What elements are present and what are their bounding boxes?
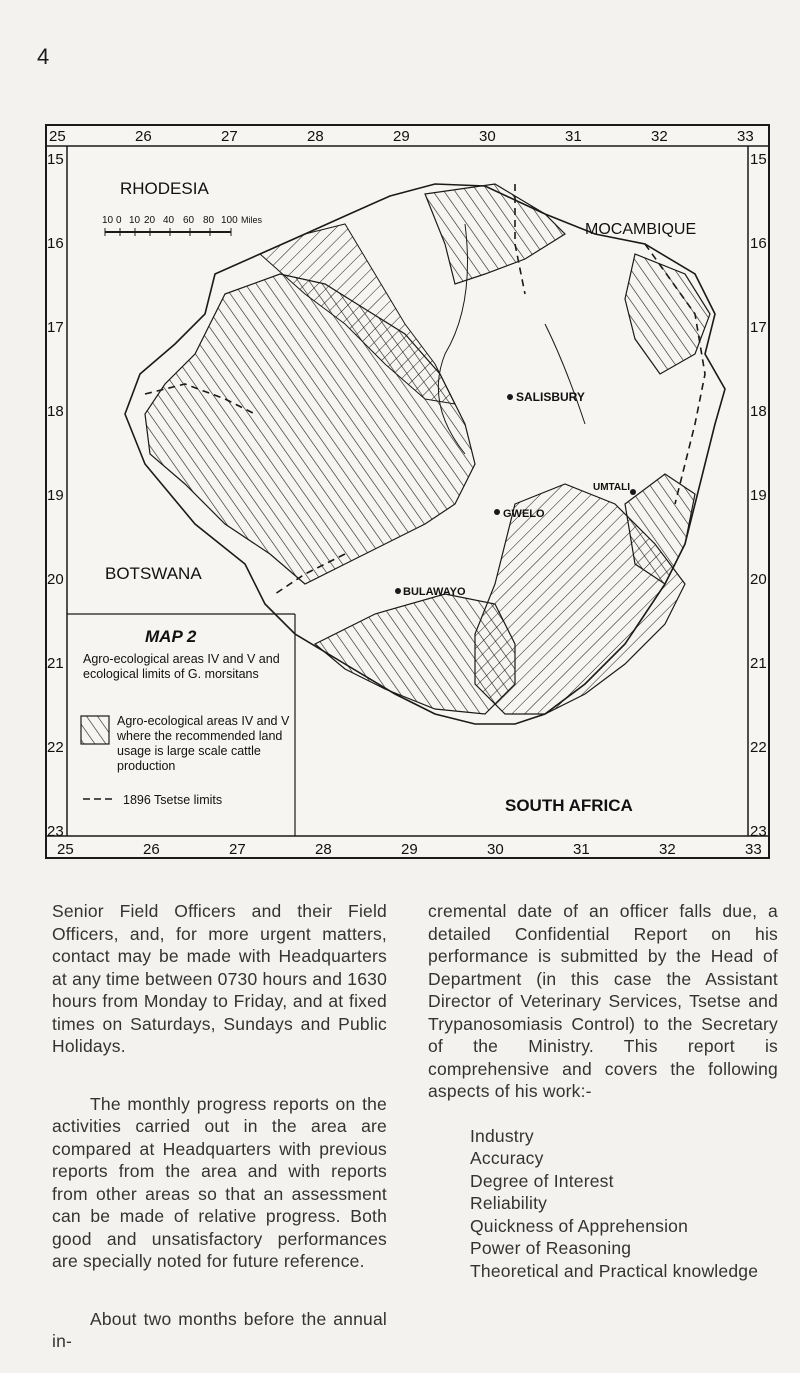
grid-label: 28 bbox=[315, 841, 332, 858]
grid-label: 15 bbox=[750, 151, 767, 168]
legend-title: MAP 2 bbox=[145, 627, 197, 646]
grid-label: 23 bbox=[47, 823, 64, 840]
grid-label: 15 bbox=[47, 151, 64, 168]
list-item: Accuracy bbox=[470, 1148, 544, 1168]
list-item: Theoretical and Practical knowledge bbox=[470, 1260, 759, 1281]
page-number: 4 bbox=[37, 44, 50, 69]
grid-label: 25 bbox=[57, 841, 74, 858]
list-item: Industry bbox=[470, 1125, 534, 1146]
grid-label: 32 bbox=[651, 128, 668, 145]
aspects-list bbox=[470, 1125, 778, 1283]
list-item: Quickness of Apprehension bbox=[470, 1215, 689, 1236]
scale-tick-label: 40 bbox=[163, 215, 175, 226]
grid-label: 22 bbox=[47, 739, 64, 756]
left-paragraph-2: The monthly progress reports on the activities carried out in the area are compared at Headquarters with previous reports from the area and with reports from other areas so that an assessment can be made of relative progress. Both good and unsatisfactory performances are specially noted for future reference. bbox=[52, 1093, 387, 1271]
label-bulawayo: BULAWAYO bbox=[403, 586, 466, 598]
grid-label: 31 bbox=[565, 128, 582, 145]
grid-label: 19 bbox=[47, 487, 64, 504]
label-rhodesia: RHODESIA bbox=[120, 179, 209, 198]
grid-label: 30 bbox=[487, 841, 504, 858]
grid-label: 29 bbox=[393, 128, 410, 145]
label-salisbury: SALISBURY bbox=[516, 390, 585, 404]
left-column bbox=[52, 900, 387, 1373]
grid-label: 20 bbox=[750, 571, 767, 588]
grid-label: 28 bbox=[307, 128, 324, 145]
label-botswana: BOTSWANA bbox=[105, 564, 202, 583]
grid-label: 21 bbox=[47, 655, 64, 672]
grid-label: 20 bbox=[47, 571, 64, 588]
grid-label: 18 bbox=[47, 403, 64, 420]
scale-tick-label: 80 bbox=[203, 215, 215, 226]
list-item: Degree of Interest bbox=[470, 1170, 614, 1191]
grid-label: 17 bbox=[750, 319, 767, 336]
grid-label: 29 bbox=[401, 841, 418, 858]
scale-tick-label: 0 bbox=[116, 215, 122, 226]
map-svg bbox=[45, 124, 770, 859]
scale-tick-label: 20 bbox=[144, 215, 156, 226]
grid-label: 26 bbox=[143, 841, 160, 858]
right-paragraph-1: cremental date of an officer falls due, a detailed Confidential Report on his performance is submitted by the Head of Department (in this case the Assistant Director of Veterinary Services, Tsetse and Trypanosomiasis Control) to the Secretary of the Ministry. This report is comprehensive and covers the following aspects of his work:- bbox=[428, 901, 778, 1101]
grid-label: 30 bbox=[479, 128, 496, 145]
grid-label: 16 bbox=[47, 235, 64, 252]
grid-label: 25 bbox=[49, 128, 66, 145]
scale-unit: Miles bbox=[241, 215, 263, 225]
label-south-africa: SOUTH AFRICA bbox=[505, 796, 633, 815]
grid-label: 31 bbox=[573, 841, 590, 858]
left-paragraph-1: Senior Field Officers and their Field Officers, and, for more urgent matters, contact may be made with Headquarters at any time between 0730 hours and 1630 hours from Monday to Friday, and at fixed times on Saturdays, Sundays and Public Holidays. bbox=[52, 901, 387, 1056]
grid-label: 18 bbox=[750, 403, 767, 420]
map-2-figure bbox=[45, 124, 770, 859]
list-item: Reliability bbox=[470, 1193, 548, 1213]
legend-entry-2: Agro-ecological areas IV and V where the recommended land usage is large scale cattle production bbox=[117, 714, 290, 773]
grid-label: 23 bbox=[750, 823, 767, 840]
grid-label: 21 bbox=[750, 655, 767, 672]
grid-label: 22 bbox=[750, 739, 767, 756]
scale-tick-label: 10 bbox=[129, 215, 141, 226]
grid-label: 27 bbox=[229, 841, 246, 858]
grid-label: 32 bbox=[659, 841, 676, 858]
scale-tick-label: 10 bbox=[102, 215, 114, 226]
scale-tick-label: 60 bbox=[183, 215, 195, 226]
grid-label: 17 bbox=[47, 319, 64, 336]
label-gwelo: GWELO bbox=[503, 508, 545, 520]
right-column bbox=[428, 900, 778, 1282]
grid-label: 19 bbox=[750, 487, 767, 504]
grid-label: 33 bbox=[737, 128, 754, 145]
list-item: Power of Reasoning bbox=[470, 1238, 632, 1258]
scale-tick-label: 100 bbox=[221, 215, 238, 226]
grid-label: 27 bbox=[221, 128, 238, 145]
grid-label: 26 bbox=[135, 128, 152, 145]
grid-label: 33 bbox=[745, 841, 762, 858]
label-mocambique: MOCAMBIQUE bbox=[585, 221, 697, 238]
left-paragraph-3: About two months before the annual in- bbox=[52, 1308, 387, 1351]
legend-entry-3: 1896 Tsetse limits bbox=[123, 793, 223, 807]
label-umtali: UMTALI bbox=[593, 482, 631, 493]
grid-label: 16 bbox=[750, 235, 767, 252]
legend-entry-1: Agro-ecological areas IV and V and ecological limits of G. morsitans bbox=[83, 652, 280, 681]
